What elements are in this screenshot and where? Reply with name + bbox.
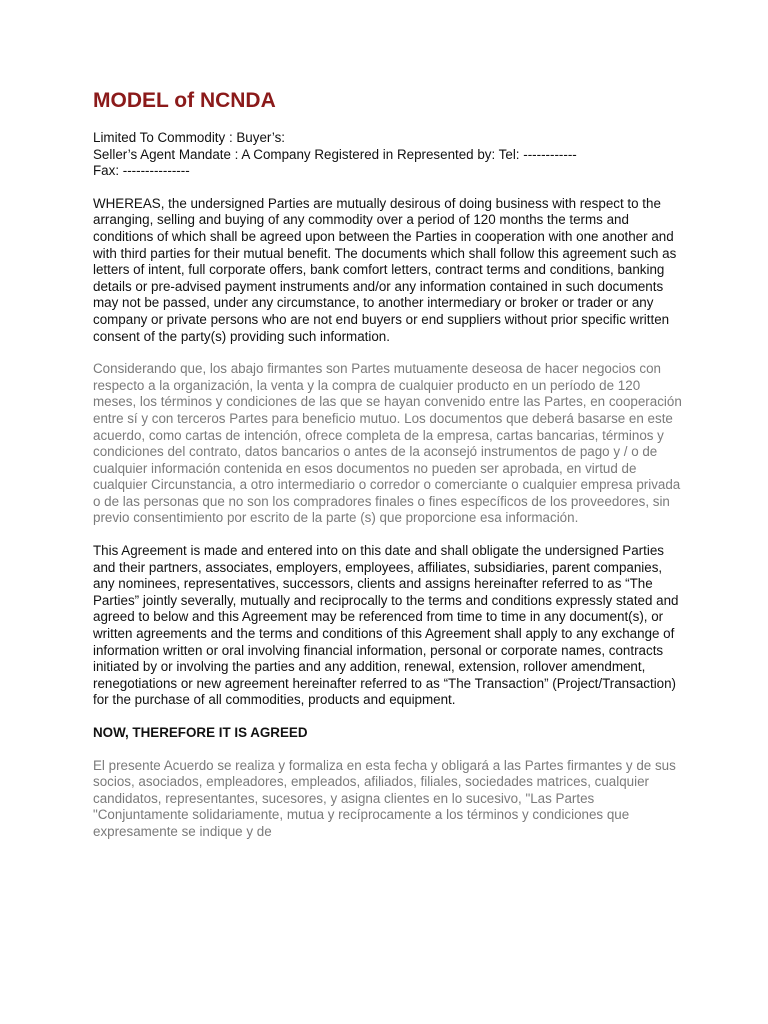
paragraph-whereas-english: WHEREAS, the undersigned Parties are mutually desirous of doing business with respect to the arranging, selling and buying of any commodity over a period of 120 months the terms and conditions of which shall be agreed upon between the Parties in cooperation with one another and with third parties for their mutual benefit. The documents which shall follow this agreement such as letters of intent, full corporate offers, bank comfort letters, contract terms and conditions, banking details or pre-advised payment instruments and/or any information contained in such documents may not be passed, under any circumstance, to another intermediary or broker or trader or any company or private persons who are not end buyers or end suppliers without prior specific written consent of the party(s) providing such information. [93, 195, 677, 344]
paragraph-agreement-english: This Agreement is made and entered into on this date and shall obligate the undersigned Parties and their partners, associates, employers, employees, affiliates, subsidiaries, parent companies, any nominees, representatives, successors, clients and assigns hereinafter referred to as “The Parties” jointly severally, mutually and reciprocally to the terms and conditions expressly stated and agreed to below and this Agreement may be referenced from time to time in any document(s), or written agreements and the terms and conditions of this Agreement shall apply to any exchange of information written or oral involving financial information, personal or corporate names, contracts initiated by or involving the parties and any addition, renewal, extension, rollover amendment, renegotiations or new agreement hereinafter referred to as “The Transaction” (Project/Transaction) for the purchase of all commodities, products and equipment. [93, 543, 679, 708]
header-line-fax: Fax: --------------- [93, 163, 190, 179]
header-line-mandate: Seller’s Agent Mandate : A Company Registered in Represented by: Tel: ------------ [93, 146, 577, 162]
document-page [93, 88, 683, 857]
document-title: MODEL of NCNDA [93, 89, 276, 112]
paragraph-whereas-spanish: Considerando que, los abajo firmantes son Partes mutuamente deseosa de hacer negocios con respecto a la organización, la venta y la compra de cualquier producto en un período de 120 meses, los términos y condiciones de las que se hayan convenido entre las Partes, en cooperación entre sí y con terceros Partes para beneficio mutuo. Los documentos que deberá basarse en este acuerdo, como cartas de intención, ofrece completa de la empresa, cartas bancarias, términos y condiciones del contrato, datos bancarios o antes de la aconsejó instrumentos de pago y / o de cualquier información contenida en esos documentos no pueden ser aprobada, en virtud de cualquier Circunstancia, a otro intermediario o corredor o comerciante o cualquier empresa privada o de las personas que no son los compradores finales o fines específicos de los proveedores, sin previo consentimiento por escrito de la parte (s) que proporcione esa información. [93, 361, 682, 526]
paragraph-agreement-spanish: El presente Acuerdo se realiza y formaliza en esta fecha y obligará a las Partes firmantes y de sus socios, asociados, empleadores, empleados, afiliados, filiales, sociedades matrices, cualquier candidatos, representantes, sucesores, y asigna clientes en lo sucesivo, "Las Partes "Conjuntamente solidariamente, mutua y recíprocamente a los términos y condiciones que expresamente se indique y de [93, 757, 676, 839]
header-block [93, 130, 683, 180]
section-heading: NOW, THEREFORE IT IS AGREED [93, 725, 308, 740]
header-line-commodity: Limited To Commodity : Buyer’s: [93, 130, 286, 145]
